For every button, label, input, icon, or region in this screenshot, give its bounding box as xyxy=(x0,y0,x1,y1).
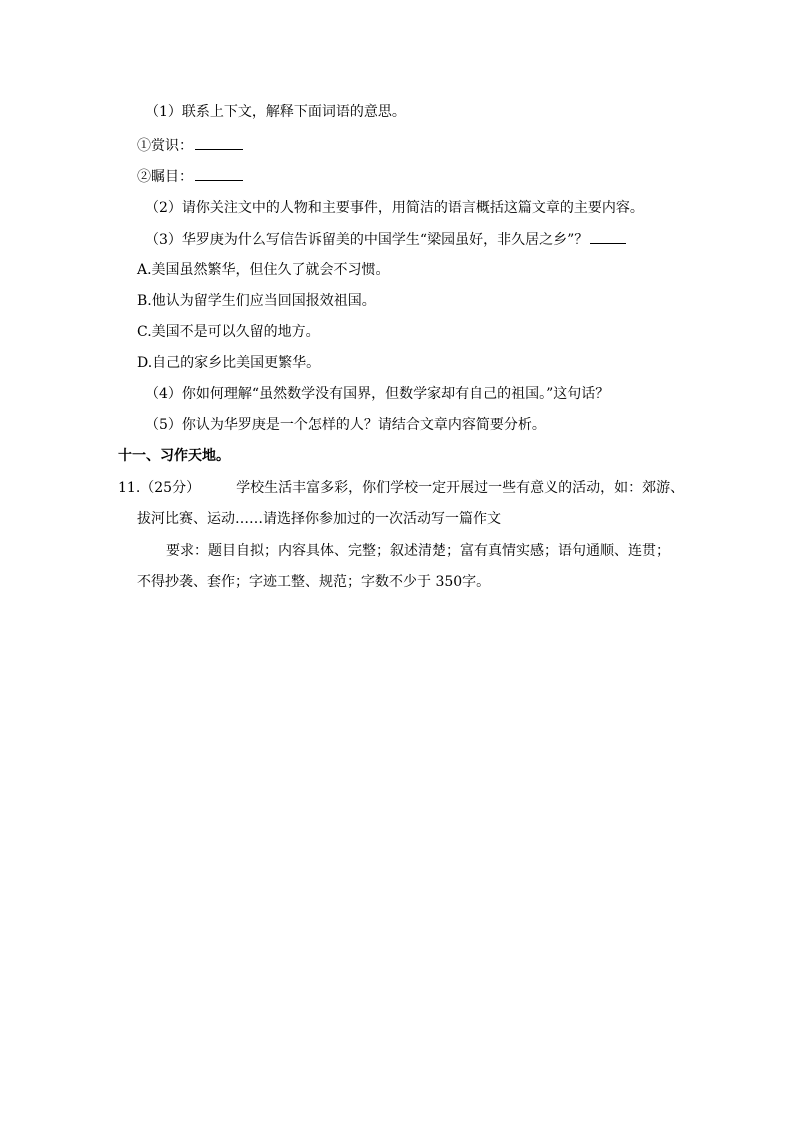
question-number: 11.（25分） xyxy=(118,480,201,496)
section-heading: 十一、习作天地。 xyxy=(118,448,230,464)
q5-prompt: （5）你认为华罗庚是一个怎样的人？请结合文章内容简要分析。 xyxy=(145,417,546,433)
answer-blank[interactable] xyxy=(590,229,626,244)
q1-item1: ①赏识： xyxy=(137,135,243,156)
q3-option-d: D.自己的家乡比美国更繁华。 xyxy=(137,355,321,371)
question-text: 学校生活丰富多彩，你们学校一定开展过一些有意义的活动，如：郊游、 xyxy=(236,480,685,496)
q3-option-a: A.美国虽然繁华，但住久了就会不习惯。 xyxy=(137,262,390,278)
q1-item2: ②瞩目： xyxy=(137,166,243,187)
answer-blank[interactable] xyxy=(195,135,243,150)
requirements-line1: 要求：题目自拟；内容具体、完整；叙述清楚；富有真情实感；语句通顺、连贯； xyxy=(166,543,670,559)
question-11-line2: 拔河比赛、运动……请选择你参加过的一次活动写一篇作文 xyxy=(137,511,501,527)
q1-prompt: （1）联系上下文，解释下面词语的意思。 xyxy=(145,104,406,120)
q3-option-c: C.美国不是可以久留的地方。 xyxy=(137,324,320,340)
q4-prompt: （4）你如何理解“虽然数学没有国界，但数学家却有自己的祖国。”这句话？ xyxy=(145,386,610,402)
q2-prompt: （2）请你关注文中的人物和主要事件，用简洁的语言概括这篇文章的主要内容。 xyxy=(145,200,644,216)
q3-prompt: （3）华罗庚为什么写信告诉留美的中国学生“梁园虽好，非久居之乡”？ xyxy=(145,229,626,250)
question-11-line1 xyxy=(118,478,684,498)
requirements-line2: 不得抄袭、套作；字迹工整、规范；字数不少于 350字。 xyxy=(137,574,491,590)
q3-option-b: B.他认为留学生们应当回国报效祖国。 xyxy=(137,293,376,309)
answer-blank[interactable] xyxy=(195,166,243,181)
